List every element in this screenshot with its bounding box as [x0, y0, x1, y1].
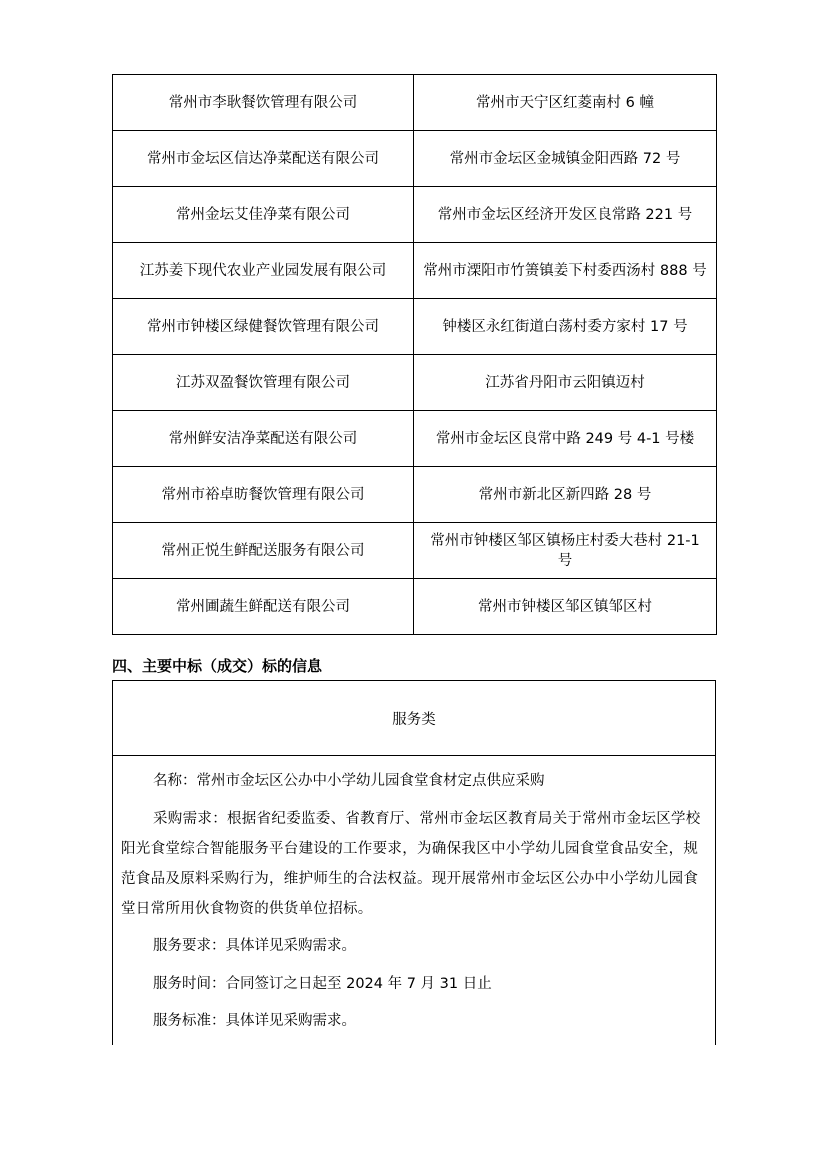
supplier-table: [112, 74, 717, 635]
table-row: [113, 579, 717, 635]
supplier-name: 常州市钟楼区绿健餐饮管理有限公司: [113, 299, 414, 355]
supplier-address: 常州市金坛区经济开发区良常路 221 号: [414, 187, 717, 243]
supplier-address: 常州市天宁区红菱南村 6 幢: [414, 75, 717, 131]
supplier-name: 常州金坛艾佳净菜有限公司: [113, 187, 414, 243]
service-requirement-line: 服务要求：具体详见采购需求。: [153, 938, 356, 954]
table-row: [113, 523, 717, 579]
table-row: [113, 355, 717, 411]
table-row: [113, 467, 717, 523]
table-row: [113, 299, 717, 355]
category-cell: 服务类: [113, 681, 715, 756]
supplier-name: 常州市裕卓昉餐饮管理有限公司: [113, 467, 414, 523]
supplier-address: 常州市金坛区金城镇金阳西路 72 号: [414, 131, 717, 187]
table-row: [113, 411, 717, 467]
table-row: [113, 75, 717, 131]
supplier-name: 常州市金坛区信达净菜配送有限公司: [113, 131, 414, 187]
table-row: [113, 131, 717, 187]
procurement-requirement-paragraph: 采购需求：根据省纪委监委、省教育厅、常州市金坛区教育局关于常州市金坛区学校阳光食堂综合智能服务平台建设的工作要求，为确保我区中小学幼儿园食堂食品安全，规范食品及原料采购行为，维护师生的合法权益。现开展常州市金坛区公办中小学幼儿园食堂日常所用伙食物资的供货单位招标。: [121, 810, 701, 917]
service-time-line: 服务时间：合同签订之日起至 2024 年 7 月 31 日止: [153, 975, 492, 992]
supplier-name: 常州正悦生鲜配送服务有限公司: [113, 523, 414, 579]
supplier-address: 常州市新北区新四路 28 号: [414, 467, 717, 523]
table-row: [113, 187, 717, 243]
supplier-address: 常州市钟楼区邹区镇邹区村: [414, 579, 717, 635]
supplier-address: 常州市钟楼区邹区镇杨庄村委大巷村 21-1 号: [414, 523, 717, 579]
supplier-address: 江苏省丹阳市云阳镇迈村: [414, 355, 717, 411]
award-info-body: [113, 756, 715, 1036]
table-row: [113, 243, 717, 299]
supplier-name: 江苏姜下现代农业产业园发展有限公司: [113, 243, 414, 299]
project-name-line: 名称：常州市金坛区公办中小学幼儿园食堂食材定点供应采购: [153, 773, 545, 789]
supplier-address: 常州市溧阳市竹箦镇姜下村委西汤村 888 号: [414, 243, 717, 299]
supplier-name: 常州市李耿餐饮管理有限公司: [113, 75, 414, 131]
supplier-address: 钟楼区永红街道白荡村委方家村 17 号: [414, 299, 717, 355]
supplier-name: 江苏双盈餐饮管理有限公司: [113, 355, 414, 411]
award-info-box: [112, 680, 716, 1045]
supplier-name: 常州鲜安洁净菜配送有限公司: [113, 411, 414, 467]
supplier-name: 常州圃蔬生鲜配送有限公司: [113, 579, 414, 635]
supplier-address: 常州市金坛区良常中路 249 号 4-1 号楼: [414, 411, 717, 467]
service-standard-line: 服务标准：具体详见采购需求。: [153, 1013, 356, 1029]
section-heading: 四、主要中标（成交）标的信息: [112, 657, 323, 675]
